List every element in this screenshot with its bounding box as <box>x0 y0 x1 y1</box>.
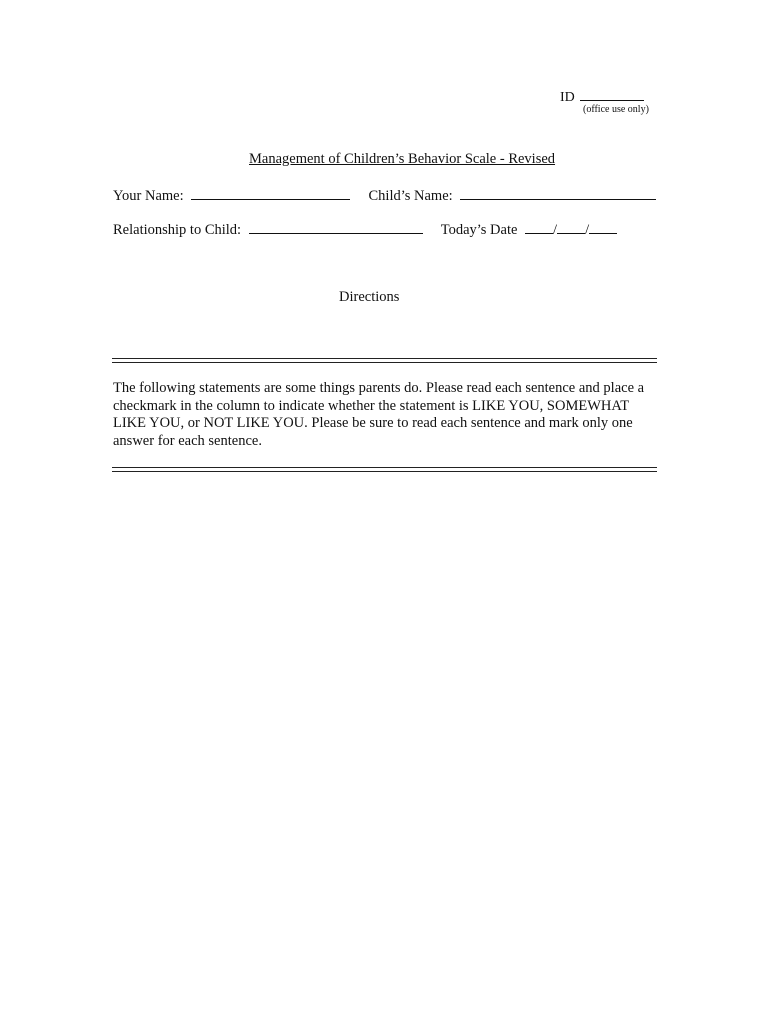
date-year-field[interactable] <box>589 219 617 234</box>
your-name-label: Your Name: <box>113 188 184 204</box>
name-row <box>113 185 656 205</box>
directions-text: The following statements are some things parents do. Please read each sentence and place a checkmark in the column to indicate whether the statement is LIKE YOU, SOMEWHAT LIKE YOU, or NOT LIKE YOU. Please be sure to read each sentence and mark only one answer for each sentence. <box>113 380 645 449</box>
office-use-note: (office use only) <box>583 104 649 115</box>
your-name-field[interactable] <box>191 185 350 200</box>
bottom-double-rule <box>112 467 657 472</box>
id-label: ID <box>560 90 575 105</box>
date-day-field[interactable] <box>557 219 585 234</box>
date-month-field[interactable] <box>525 219 553 234</box>
todays-date-label: Today’s Date <box>440 222 518 238</box>
date-separator-1: / <box>553 222 558 238</box>
id-blank[interactable] <box>580 88 644 101</box>
childs-name-label: Child’s Name: <box>368 188 453 204</box>
form-title: Management of Children’s Behavior Scale - Revised <box>249 151 556 167</box>
relationship-field[interactable] <box>249 219 423 234</box>
date-separator-2: / <box>585 222 590 238</box>
directions-heading: Directions <box>339 289 400 305</box>
childs-name-field[interactable] <box>460 185 656 200</box>
relationship-label: Relationship to Child: <box>113 222 242 238</box>
relationship-date-row <box>113 219 617 239</box>
top-double-rule <box>112 358 657 363</box>
